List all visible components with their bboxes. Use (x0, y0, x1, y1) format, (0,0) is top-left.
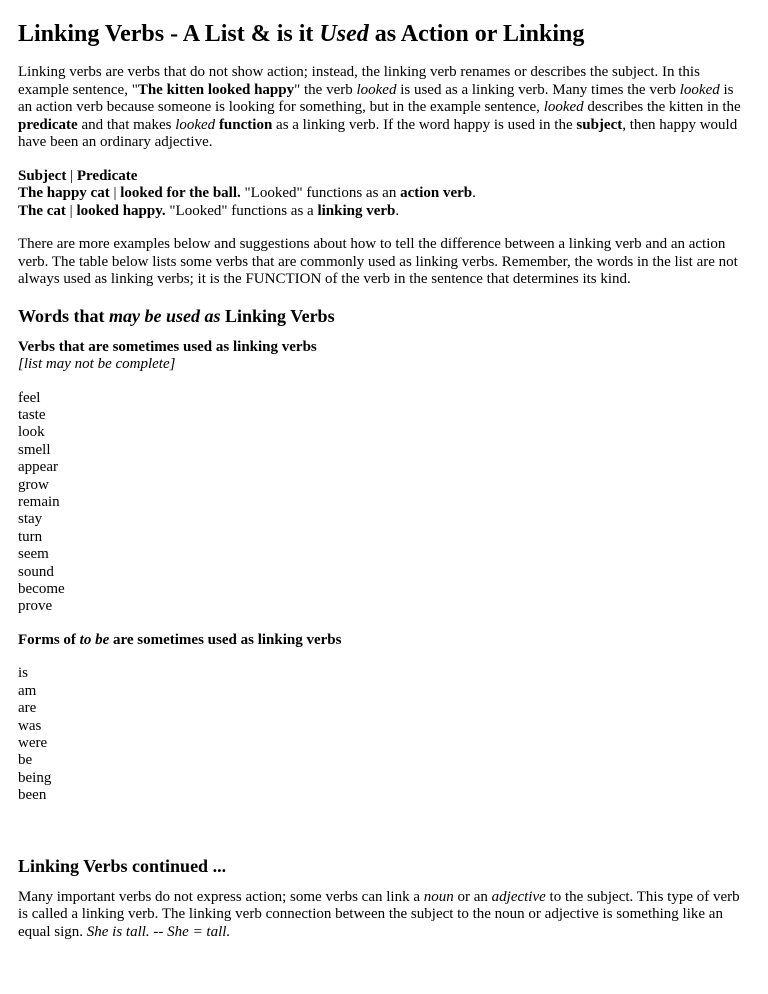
list-item: were (18, 734, 48, 751)
list-item: is (18, 665, 29, 682)
list-item: feel (18, 389, 41, 406)
section-heading-continued: Linking Verbs continued ... (18, 855, 227, 876)
list-item: are (18, 700, 37, 717)
list-item: taste (18, 406, 46, 423)
list-item: look (18, 424, 45, 441)
list-item: was (18, 717, 42, 734)
list-item: become (18, 580, 65, 597)
list-item: am (18, 682, 37, 699)
list-item: appear (18, 459, 58, 476)
to-be-heading: Forms of to be are sometimes used as linking verbs (18, 631, 342, 648)
list-item: stay (18, 511, 43, 528)
page-title: Linking Verbs - A List & is it Used as Action or Linking (18, 21, 585, 47)
list-item: seem (18, 546, 49, 563)
list-item: smell (18, 441, 51, 458)
sometimes-heading: Verbs that are sometimes used as linking verbs (18, 338, 317, 355)
examples-header: Subject | Predicate (18, 167, 138, 184)
list-note: [list may not be complete] (18, 356, 176, 372)
more-examples-paragraph: There are more examples below and suggestions about how to tell the difference between a linking verb and an action verb. The table below lists some verbs that are commonly used as linking verbs. Remember, the words in the list are not always used as linking verbs; it is the FUNCTION of the verb in the sentence that determines its kind. (18, 236, 738, 287)
list-item: been (18, 787, 47, 804)
examples-block (18, 168, 750, 221)
linking-verbs-list (18, 390, 750, 616)
list-item: prove (18, 598, 53, 615)
example-linking: The cat | looked happy. "Looked" functions as a linking verb. (18, 202, 400, 219)
to-be-list (18, 665, 750, 804)
sometimes-heading-block (18, 339, 750, 374)
list-item: being (18, 769, 52, 786)
list-item: grow (18, 476, 49, 493)
list-item: be (18, 752, 33, 769)
spacer (18, 821, 750, 855)
section-heading-may-be-used: Words that may be used as Linking Verbs (18, 305, 335, 326)
list-item: turn (18, 528, 43, 545)
intro-paragraph: Linking verbs are verbs that do not show action; instead, the linking verb renames or describes the subject. In this example sentence, "The kitten looked happy" the verb looked is used as a linking verb. Many times the verb looked is an action verb because someone is looking for something, but in the example sentence, looked describes the kitten in the predicate and that makes looked function as a linking verb. If the word happy is used in the subject, then happy would have been an ordinary adjective. (18, 64, 741, 150)
list-item: sound (18, 563, 54, 580)
continued-paragraph: Many important verbs do not express action; some verbs can link a noun or an adjective to the subject. This type of verb is called a linking verb. The linking verb connection between the subject to the noun or adjective is something like an equal sign. She is tall. -- She = tall. (18, 888, 740, 940)
list-item: remain (18, 493, 60, 510)
example-action: The happy cat | looked for the ball. "Looked" functions as an action verb. (18, 185, 476, 201)
